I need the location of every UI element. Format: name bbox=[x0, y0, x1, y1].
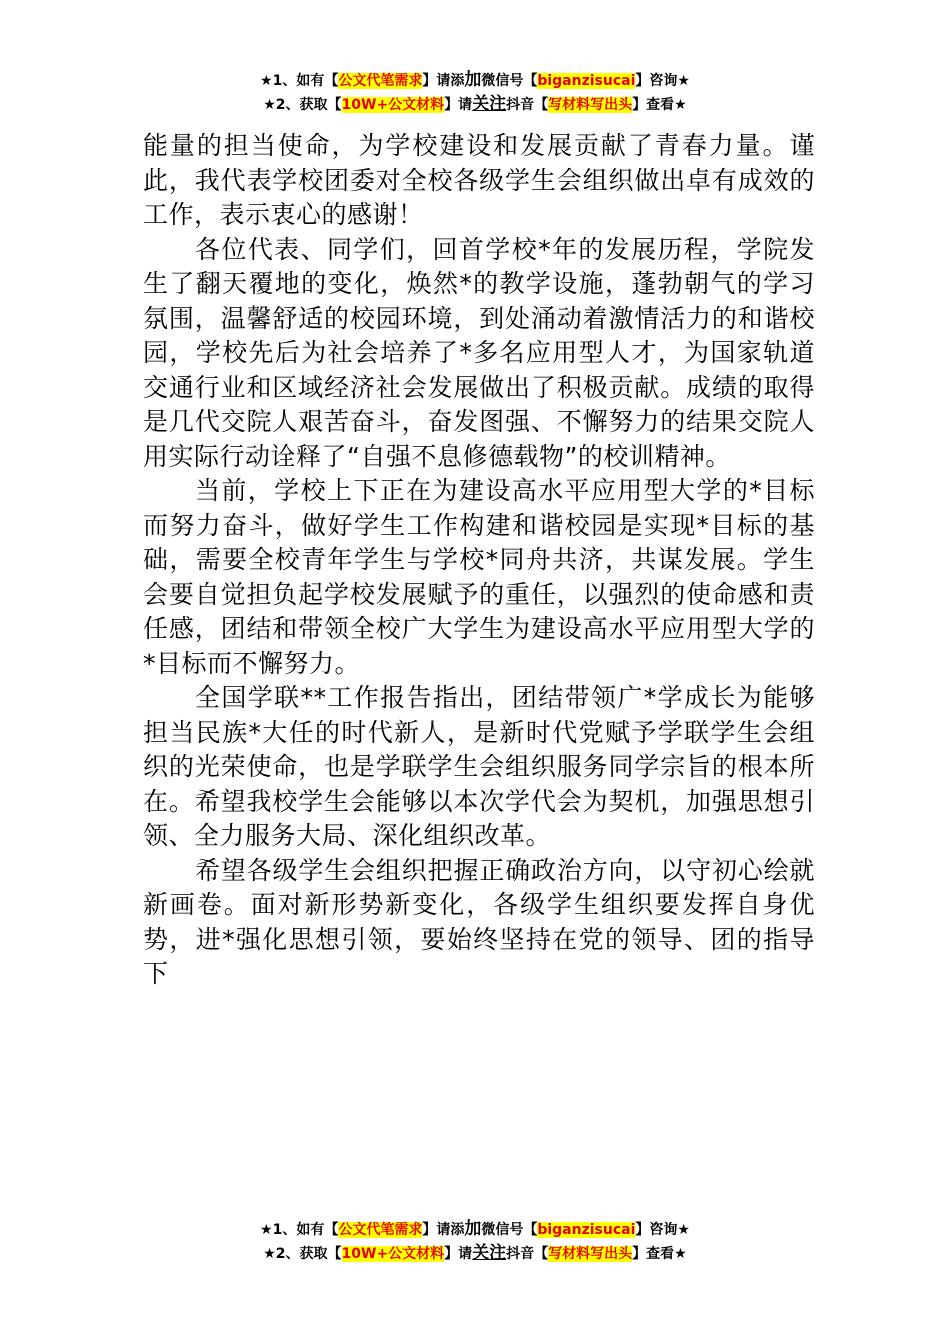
footer-line1-prefix: ★1、如有【 bbox=[260, 1222, 339, 1238]
footer-banner-line-1 bbox=[0, 1218, 950, 1242]
paragraph-5: 希望各级学生会组织把握正确政治方向，以守初心绘就新画卷。面对新形势新变化，各级学生组织要发挥自身优势，进*强化思想引领，要始终坚持在党的领导、团的指导下 bbox=[143, 855, 815, 988]
banner-line2-mid1: 】请 bbox=[444, 97, 473, 113]
banner-line1-prefix: ★1、如有【 bbox=[260, 73, 339, 89]
document-body bbox=[143, 129, 815, 992]
footer-line2-prefix: ★2、获取【 bbox=[263, 1246, 342, 1262]
footer-line1-suffix: 】咨询★ bbox=[635, 1222, 690, 1238]
footer-line1-mid1: 】请添 bbox=[422, 1222, 465, 1238]
footer-highlight-wechat-id: biganzisucai bbox=[537, 1222, 636, 1238]
banner-line2-prefix: ★2、获取【 bbox=[263, 97, 342, 113]
banner-line2-mid2: 抖音【 bbox=[506, 97, 549, 113]
banner-highlight-wechat-id: biganzisucai bbox=[537, 73, 636, 89]
banner-highlight-materials: 10W+公文材料 bbox=[341, 97, 445, 113]
footer-line1-bold-word: 加 bbox=[464, 1219, 482, 1239]
footer-line2-underline-word: 关注 bbox=[472, 1243, 507, 1263]
footer-highlight-douyin-account: 写材料写出头 bbox=[548, 1246, 633, 1262]
banner-line1-mid1: 】请添 bbox=[422, 73, 465, 89]
footer-banner-line-2 bbox=[0, 1242, 950, 1266]
banner-line2-underline-word: 关注 bbox=[472, 94, 507, 114]
banner-highlight-writing-service: 公文代笔需求 bbox=[338, 73, 423, 89]
paragraph-4: 全国学联**工作报告指出，团结带领广*学成长为能够担当民族*大任的时代新人，是新时代党赋予学联学生会组织的光荣使命，也是学联学生会组织服务同学宗旨的根本所在。希望我校学生会能够以本次学代会为契机，加强思想引领、全力服务大局、深化组织改革。 bbox=[143, 683, 815, 850]
banner-line1-suffix: 】咨询★ bbox=[635, 73, 690, 89]
banner-highlight-douyin-account: 写材料写出头 bbox=[548, 97, 633, 113]
footer-line2-suffix: 】查看★ bbox=[632, 1246, 687, 1262]
paragraph-1: 能量的担当使命，为学校建设和发展贡献了青春力量。谨此，我代表学校团委对全校各级学生会组织做出卓有成效的工作，表示衷心的感谢！ bbox=[143, 131, 815, 229]
footer-banner bbox=[0, 1218, 950, 1266]
footer-highlight-materials: 10W+公文材料 bbox=[341, 1246, 445, 1262]
footer-line2-mid1: 】请 bbox=[444, 1246, 473, 1262]
banner-line2-suffix: 】查看★ bbox=[632, 97, 687, 113]
banner-line-2 bbox=[0, 93, 950, 117]
banner-line1-bold-word: 加 bbox=[464, 70, 482, 90]
paragraph-3: 当前，学校上下正在为建设高水平应用型大学的*目标而努力奋斗，做好学生工作构建和谐校园是实现*目标的基础，需要全校青年学生与学校*同舟共济，共谋发展。学生会要自觉担负起学校发展赋予的重任，以强烈的使命感和责任感，团结和带领全校广大学生为建设高水平应用型大学的*目标而不懈努力。 bbox=[143, 476, 815, 678]
footer-line1-mid2: 微信号【 bbox=[481, 1222, 538, 1238]
banner-line-1 bbox=[0, 69, 950, 93]
banner-line1-mid2: 微信号【 bbox=[481, 73, 538, 89]
footer-highlight-writing-service: 公文代笔需求 bbox=[338, 1222, 423, 1238]
header-banner bbox=[0, 69, 950, 117]
paragraph-2: 各位代表、同学们，回首学校*年的发展历程，学院发生了翻天覆地的变化，焕然*的教学设施，蓬勃朝气的学习氛围，温馨舒适的校园环境，到处涌动着激情活力的和谐校园，学校先后为社会培养了*多名应用型人才，为国家轨道交通行业和区域经济社会发展做出了积极贡献。成绩的取得是几代交院人艰苦奋斗，奋发图强、不懈努力的结果交院人用实际行动诠释了“自强不息修德载物”的校训精神。 bbox=[143, 234, 815, 471]
footer-line2-mid2: 抖音【 bbox=[506, 1246, 549, 1262]
